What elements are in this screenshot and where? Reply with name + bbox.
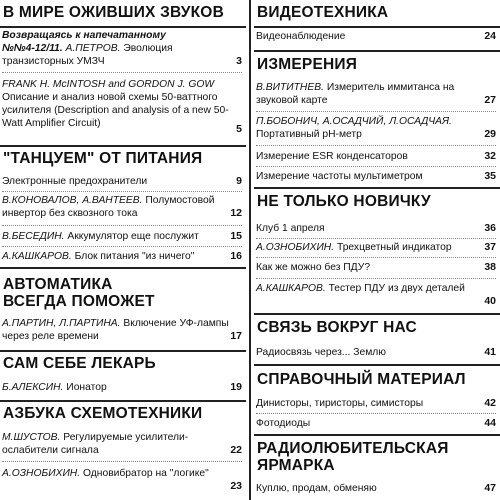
entry-separator [256, 413, 496, 415]
toc-page: 17 [230, 330, 242, 342]
toc-page: 3 [236, 55, 242, 67]
toc-page: 23 [230, 480, 242, 492]
section-rule [0, 267, 246, 269]
toc-title: Регулируемые усилители-ослабители сигнала [2, 432, 189, 456]
toc-page: 37 [484, 241, 496, 253]
toc-page: 44 [484, 417, 496, 429]
toc-page: 38 [484, 261, 496, 273]
toc-page: 24 [484, 30, 496, 42]
toc-entry[interactable] [256, 222, 496, 235]
section-heading: САМ СЕБЕ ЛЕКАРЬ [3, 355, 156, 372]
toc-author: FRANK H. McINTOSH and GORDON J. GOW [2, 79, 215, 90]
toc-page: 47 [484, 482, 496, 494]
toc-page: 9 [236, 175, 242, 187]
toc-entry[interactable] [256, 241, 496, 254]
toc-author: М.ШУСТОВ. [2, 432, 61, 443]
toc-author: А.ОЗНОБИХИН. [2, 468, 81, 479]
toc-entry[interactable] [256, 346, 496, 359]
toc-entry[interactable] [256, 261, 496, 274]
toc-title: Динисторы, тиристоры, симисторы [256, 398, 424, 409]
section-rule [0, 145, 246, 147]
toc-title: Полумостовой инвертор без сквозного тока [2, 195, 215, 219]
toc-page: 22 [230, 444, 242, 456]
section-rule [254, 26, 500, 28]
section-heading: СПРАВОЧНЫЙ МАТЕРИАЛ [257, 371, 466, 388]
entry-separator [256, 238, 496, 240]
toc-page: 40 [484, 295, 496, 307]
toc-title: Тестер ПДУ из двух деталей [328, 283, 465, 294]
toc-author: А.КАШКАРОВ. [2, 251, 72, 262]
toc-entry[interactable] [256, 397, 496, 410]
toc-entry[interactable] [2, 250, 242, 263]
toc-entry[interactable] [2, 175, 242, 188]
toc-entry[interactable] [256, 417, 496, 430]
toc-title: Клуб 1 апреля [256, 223, 325, 234]
section-heading: В МИРЕ ОЖИВШИХ ЗВУКОВ [3, 4, 224, 21]
toc-entry[interactable] [2, 431, 242, 457]
toc-page: 35 [484, 170, 496, 182]
column-divider [249, 0, 251, 500]
toc-page: 15 [230, 230, 242, 242]
section-rule [0, 350, 246, 352]
toc-page: 29 [484, 128, 496, 140]
section-rule [254, 187, 500, 189]
toc-page: 36 [484, 222, 496, 234]
toc-title: Измерение ESR конденсаторов [256, 151, 408, 162]
section-rule [0, 26, 246, 28]
toc-title: Куплю, продам, обменяю [256, 483, 377, 494]
toc-author: Б.АЛЕКСИН. [2, 382, 64, 393]
section-heading: "ТАНЦУЕМ" ОТ ПИТАНИЯ [3, 150, 203, 167]
section-heading: АЗБУКА СХЕМОТЕХНИКИ [3, 405, 203, 422]
toc-entry[interactable] [2, 467, 242, 493]
toc-title: Ионатор [66, 382, 107, 393]
toc-title: Включение УФ-лампы через реле времени [2, 318, 229, 342]
toc-title: Аккумулятор еще послужит [67, 231, 199, 242]
toc-entry[interactable] [2, 381, 242, 394]
toc-page: 19 [230, 381, 242, 393]
entry-separator [2, 72, 242, 74]
toc-entry[interactable] [256, 115, 496, 141]
section-heading: СВЯЗЬ ВОКРУГ НАС [257, 319, 417, 336]
toc-title: Видеонаблюдение [256, 31, 346, 42]
toc-title: Трехцветный индикатор [336, 242, 452, 253]
toc-page: 41 [484, 346, 496, 358]
toc-title: Эволюция транзисторных УМЗЧ [2, 43, 173, 67]
entry-separator [256, 166, 496, 168]
toc-author: А.ПАРТИН, Л.ПАРТИНА. [2, 318, 121, 329]
entry-separator [256, 111, 496, 113]
toc-title: Электронные предохранители [2, 176, 148, 187]
toc-author: А.ОЗНОБИХИН. [256, 242, 335, 253]
entry-separator [2, 191, 242, 193]
toc-title: Как же можно без ПДУ? [256, 262, 371, 273]
toc-page: 12 [230, 207, 242, 219]
toc-page: 27 [484, 94, 496, 106]
toc-entry[interactable] [2, 78, 242, 136]
toc-author: А.КАШКАРОВ. [256, 283, 326, 294]
toc-entry[interactable] [2, 230, 242, 243]
toc-entry[interactable] [2, 29, 242, 68]
toc-page: 16 [230, 250, 242, 262]
toc-author: В.БЕСЕДИН. [2, 231, 65, 242]
toc-entry[interactable] [256, 30, 496, 43]
toc-title: Портативный pH-метр [256, 129, 362, 140]
section-heading: НЕ ТОЛЬКО НОВИЧКУ [257, 193, 431, 210]
toc-entry[interactable] [256, 282, 496, 308]
entry-separator [256, 145, 496, 147]
toc-author: А.ПЕТРОВ. [65, 43, 121, 54]
toc-author: В.КОНОВАЛОВ, А.ВАНТЕЕВ. [2, 195, 143, 206]
section-rule [254, 434, 500, 436]
section-heading: АВТОМАТИКА ВСЕГДА ПОМОЖЕТ [3, 276, 155, 310]
toc-title: Измерение частоты мультиметром [256, 171, 423, 182]
toc-title: Радиосвязь через... Землю [256, 347, 387, 358]
entry-separator [2, 246, 242, 248]
section-rule [254, 50, 500, 52]
toc-lead-issue: №№4-12/11. [2, 43, 63, 54]
toc-page: 5 [236, 123, 242, 135]
section-heading: РАДИОЛЮБИТЕЛЬСКАЯ ЯРМАРКА [257, 440, 449, 474]
toc-title: Одновибратор на "логике" [82, 468, 209, 479]
entry-separator [256, 257, 496, 259]
toc-page: 32 [484, 150, 496, 162]
toc-entry[interactable] [256, 170, 496, 183]
section-rule [254, 313, 500, 315]
toc-entry[interactable] [256, 482, 496, 495]
toc-author: П.БОБОНИЧ, А.ОСАДЧИЙ, Л.ОСАДЧАЯ. [256, 116, 452, 127]
toc-title: Блок питания "из ничего" [74, 251, 195, 262]
toc-author: В.ВИТИТНЕВ. [256, 82, 324, 93]
entry-separator [2, 225, 242, 227]
section-heading: ИЗМЕРЕНИЯ [257, 56, 358, 73]
section-rule [0, 400, 246, 402]
entry-separator [2, 461, 242, 463]
toc-entry[interactable] [2, 317, 242, 343]
section-heading: ВИДЕОТЕХНИКА [257, 4, 389, 21]
toc-entry[interactable] [256, 81, 496, 107]
section-rule [254, 364, 500, 366]
toc-title: Фотодиоды [256, 418, 311, 429]
entry-separator [256, 278, 496, 280]
toc-page: 42 [484, 397, 496, 409]
toc-entry[interactable] [256, 150, 496, 163]
toc-title: Измеритель иммитанса на звуковой карте [256, 82, 455, 106]
toc-lead: Возвращаясь к напечатанному [2, 30, 166, 41]
toc-entry[interactable] [2, 194, 242, 220]
toc-title: Описание и анализ новой схемы 50-ваттного усилителя (Description and analysis of a new 50-Watt Amplifier Circuit) [2, 92, 229, 129]
